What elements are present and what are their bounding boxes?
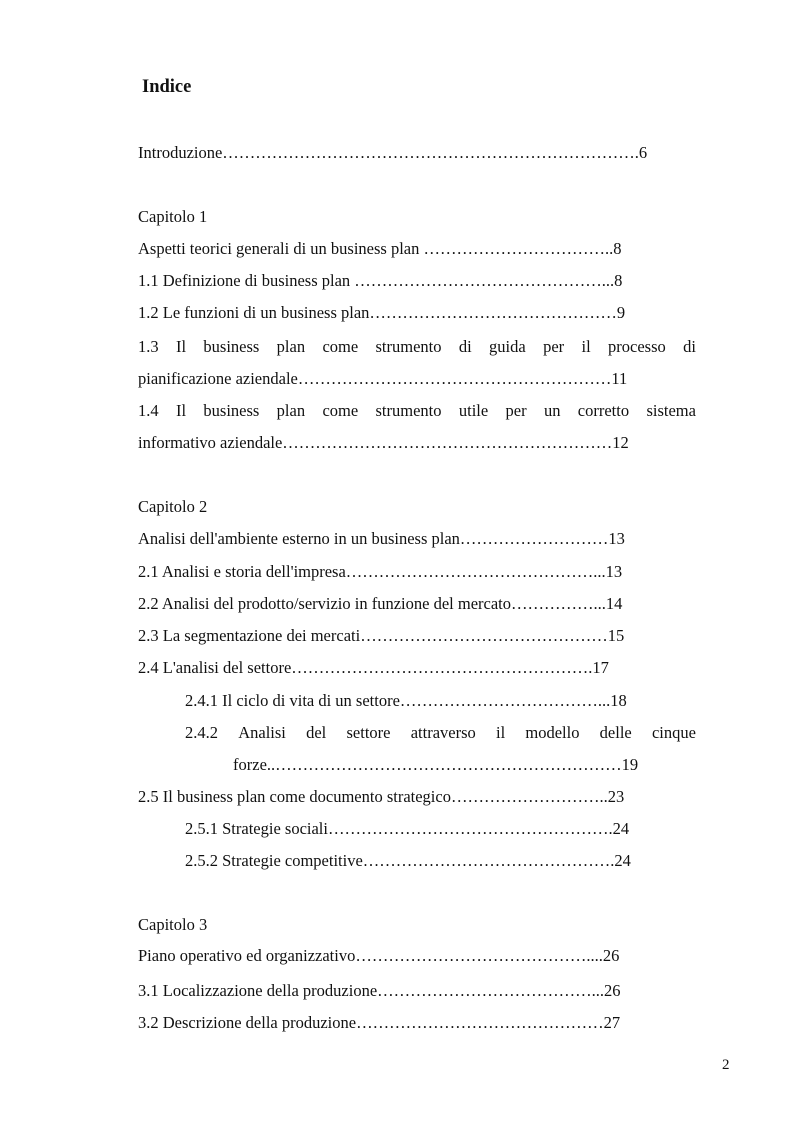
toc-entry-1-2: 1.2 Le funzioni di un business plan………………………………………9: [138, 303, 626, 322]
index-title: Indice: [142, 77, 192, 97]
toc-entry-2-3: 2.3 La segmentazione dei mercati………………………………………15: [138, 626, 625, 645]
toc-entry-chapter-3-title: Piano operativo ed organizzativo……………………………………....26: [138, 946, 620, 965]
toc-entry-chapter-1-title: Aspetti teorici generali di un business plan ……………………………..8: [138, 239, 622, 258]
toc-entry-1-1: 1.1 Definizione di business plan ………………………………………...8: [138, 271, 623, 290]
toc-entry-1-3-line1: 1.3 Il business plan come strumento di guida per il processo di: [138, 337, 696, 356]
toc-entry-2-4: 2.4 L'analisi del settore……………………………………………….17: [138, 658, 609, 677]
toc-entry-introduzione: Introduzione………………………………………………………………….6: [138, 143, 648, 162]
toc-entry-1-4-line2: informativo aziendale……………………………………………………12: [138, 433, 629, 452]
toc-entry-1-3-line2: pianificazione aziendale…………………………………………………11: [138, 369, 628, 388]
toc-entry-1-4-line1: 1.4 Il business plan come strumento utile per un corretto sistema: [138, 401, 696, 420]
toc-entry-3-1: 3.1 Localizzazione della produzione…………………………………...26: [138, 981, 621, 1000]
toc-entry-2-5-1: 2.5.1 Strategie sociali…………………………………………….24: [185, 819, 630, 838]
toc-entry-2-4-2-line2: forze..………………………………………………………19: [233, 755, 639, 774]
chapter-1-heading: Capitolo 1: [138, 207, 208, 226]
toc-entry-3-2: 3.2 Descrizione della produzione………………………………………27: [138, 1013, 621, 1032]
toc-entry-2-2: 2.2 Analisi del prodotto/servizio in funzione del mercato……………...14: [138, 594, 623, 613]
toc-entry-2-4-1: 2.4.1 Il ciclo di vita di un settore………………………………...18: [185, 691, 627, 710]
toc-entry-chapter-2-title: Analisi dell'ambiente esterno in un business plan………………………13: [138, 529, 625, 548]
toc-entry-2-5-2: 2.5.2 Strategie competitive……………………………………….24: [185, 851, 631, 870]
toc-entry-2-1: 2.1 Analisi e storia dell'impresa………………………………………...13: [138, 562, 623, 581]
page-number: 2: [722, 1057, 730, 1073]
chapter-2-heading: Capitolo 2: [138, 497, 208, 516]
toc-entry-2-5: 2.5 Il business plan come documento strategico………………………..23: [138, 787, 625, 806]
toc-entry-2-4-2-line1: 2.4.2 Analisi del settore attraverso il modello delle cinque: [185, 723, 696, 742]
chapter-3-heading: Capitolo 3: [138, 915, 208, 934]
